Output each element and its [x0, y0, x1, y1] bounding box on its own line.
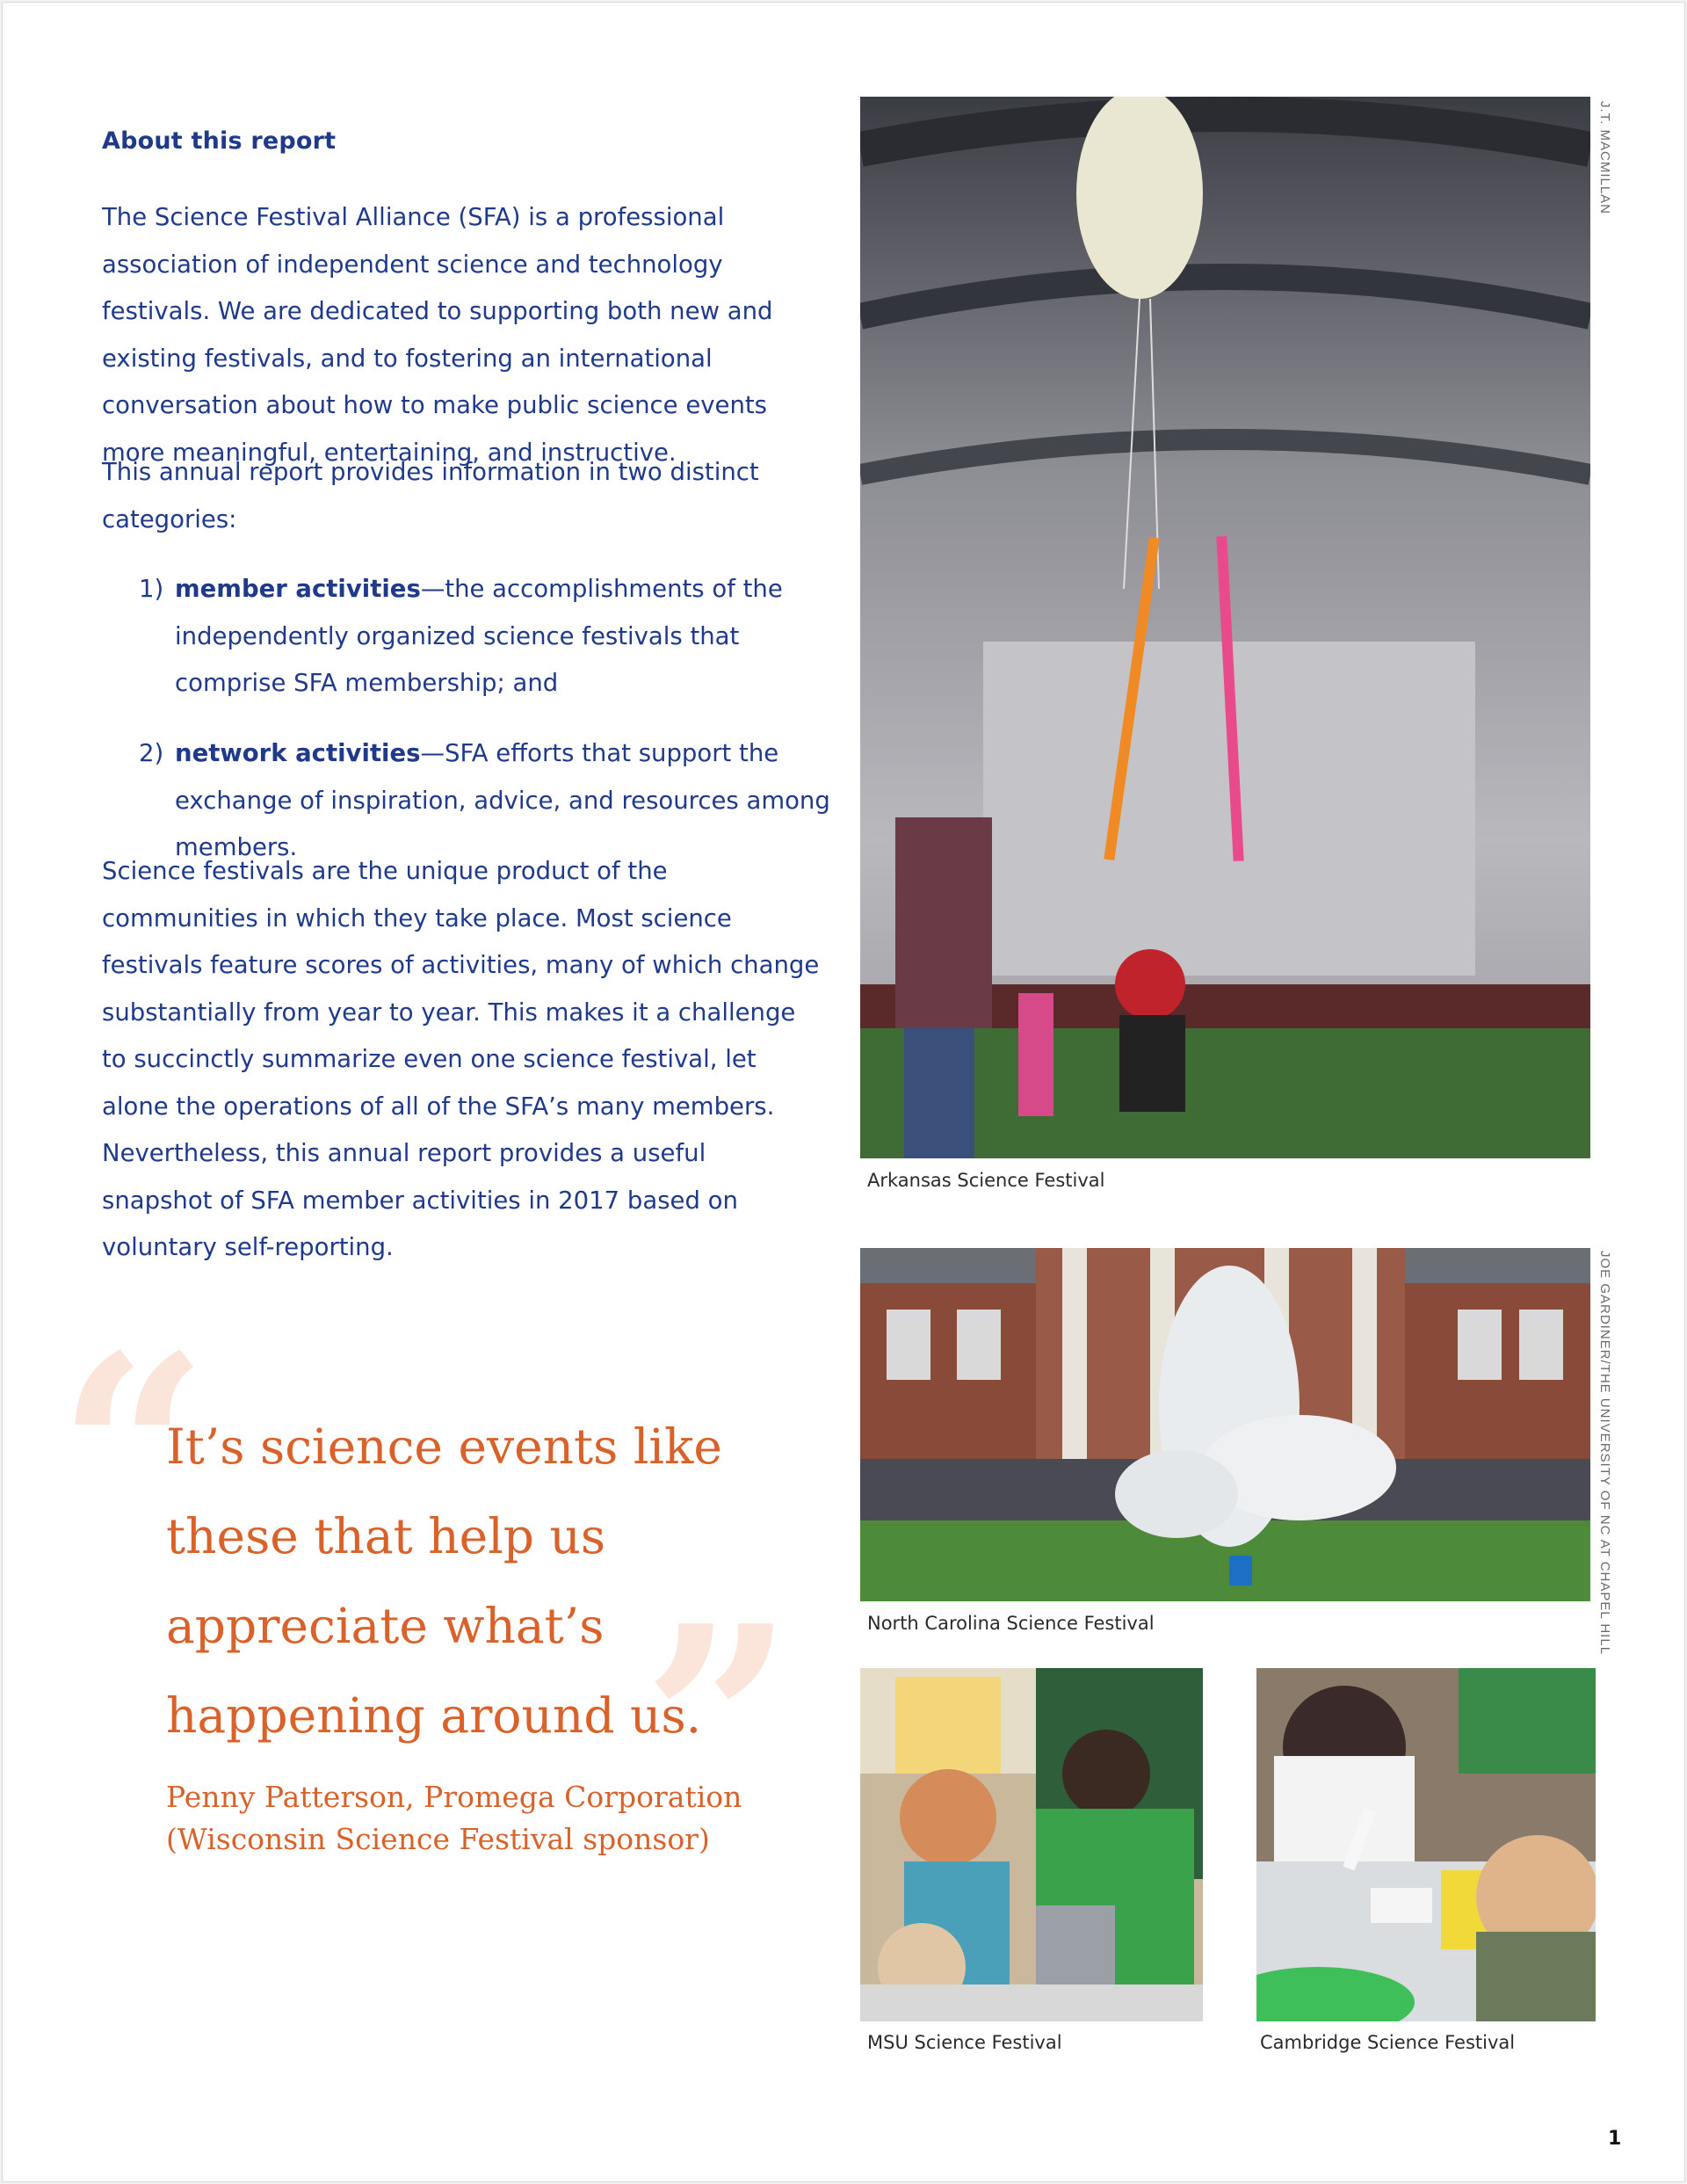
report-page [2, 2, 1685, 2182]
photo-caption: MSU Science Festival [867, 2032, 1062, 2053]
cambridge-photo [1256, 1668, 1596, 2021]
attribution-name: Penny Patterson, Promega Corporation [166, 1780, 742, 1814]
categories-paragraph [102, 449, 770, 543]
north-carolina-photo [860, 1248, 1590, 1601]
intro-paragraph [102, 194, 831, 476]
list-term: network activities [175, 739, 421, 767]
list-text [175, 566, 843, 707]
photo-caption: Cambridge Science Festival [1260, 2032, 1516, 2053]
arkansas-photo [860, 97, 1590, 1158]
pull-quote: It’s science events like these that help us appreciate what’s happening around us. [166, 1419, 722, 1744]
intro-paragraph-text: The Science Festival Alliance (SFA) is a professional association of independent science and technology festivals. We are dedicated to supporting both new and existing festivals, and to fostering an international conversation about how to make public science events more meaningful, entertaining, and instructive. [102, 203, 773, 467]
list-description: —SFA efforts that support the exchange of inspiration, advice, and resources among members. [175, 739, 830, 861]
attribution-context: (Wisconsin Science Festival sponsor) [166, 1822, 710, 1856]
close-quote-mark: ” [642, 1568, 794, 1878]
msu-photo [860, 1668, 1203, 2021]
photo-credit: JOE GARDINER/THE UNIVERSITY OF NC AT CHAPEL HILL [1597, 1251, 1612, 1656]
photo-caption: Arkansas Science Festival [867, 1170, 1105, 1191]
section-heading: About this report [102, 127, 337, 155]
photo-credit: J.T. MACMILLAN [1597, 101, 1612, 215]
list-number: 1) [139, 575, 164, 603]
open-quote-mark: “ [57, 1297, 209, 1607]
list-description: —the accomplishments of the independently organized science festivals that comprise SFA membership; and [175, 575, 783, 697]
photo-caption: North Carolina Science Festival [867, 1613, 1155, 1634]
page-number: 1 [1608, 2128, 1622, 2150]
list-term: member activities [175, 575, 421, 603]
list-number: 2) [139, 739, 164, 767]
quote-attribution [166, 1776, 834, 1861]
communities-paragraph-text: Science festivals are the unique product of the communities in which they take place. Most science festivals feature scores of activities, many of which change substantially from year to year. This makes it a challenge to succinctly summarize even one science festival, let alone the operations of all of the SFA’s many members. Nevertheless, this annual report provides a useful snapshot of SFA member activities in 2017 based on voluntary self-reporting. [102, 857, 820, 1261]
communities-paragraph [102, 848, 822, 1272]
categories-paragraph-text: This annual report provides information in two distinct categories: [102, 458, 759, 533]
